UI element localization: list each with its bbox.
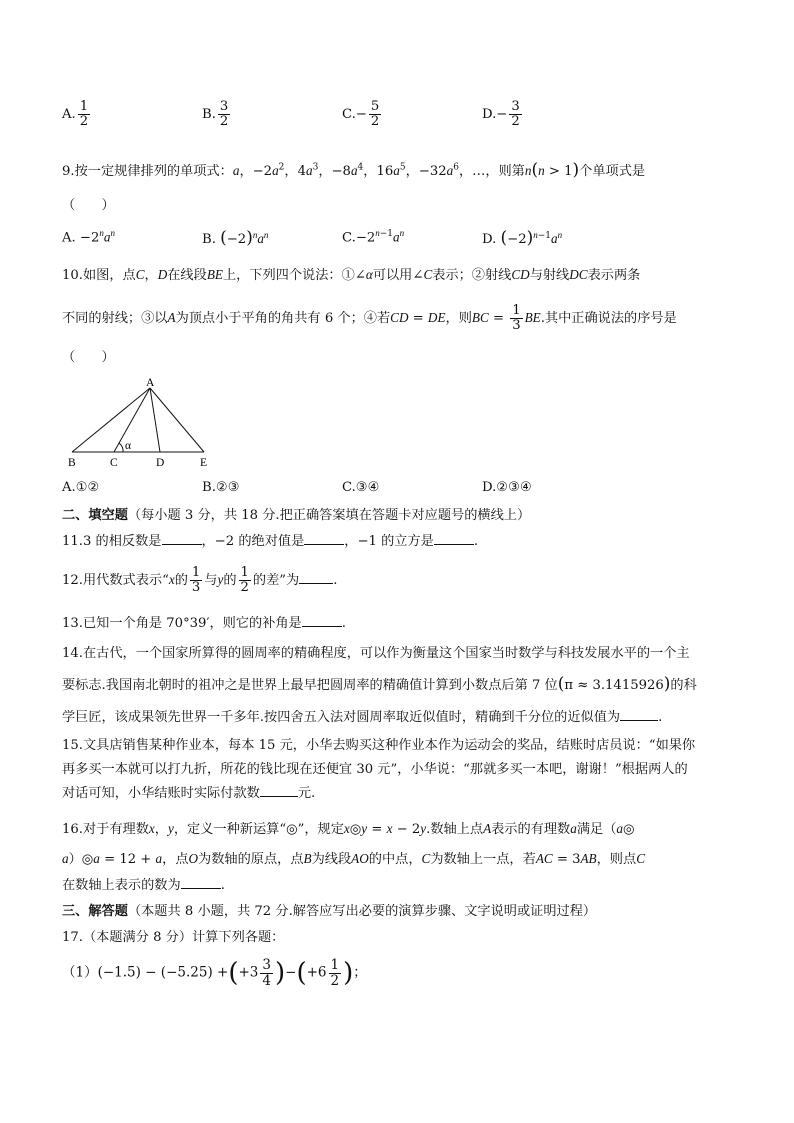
label-alpha: α: [125, 440, 132, 452]
q16-line1: 16.对于有理数x，y，定义一种新运算“◎”，规定x◎y = x − 2y.数轴上点A表示的有理数a满足（a◎: [62, 821, 635, 837]
q10-line2: 不同的射线；③以A为顶点小于平角的角共有 6 个；④若CD = DE，则BC = $\frac{1}{3}$ BE.其中正确说法的序号是: [62, 303, 677, 333]
q13: 13.已知一个角是 70°39′，则它的补角是 .: [62, 616, 346, 631]
segment-ac: [114, 388, 150, 452]
q9-option-c: $C.-2^{n-1}a^n$: [342, 228, 405, 246]
q14-line2: 要标志.我国南北朝时的祖冲之是世界上最早把圆周率的精确值计算到小数点后第 7 位(π ≈ 3.1415926)的科: [62, 674, 697, 694]
q8-option-d: D.− $\frac{3}{2}$: [482, 99, 520, 129]
label-a: A: [146, 377, 155, 389]
q9-option-b: B. $(-2)^na^n$: [202, 228, 269, 248]
q9-option-d: D. $(-2)^{n-1}a^n$: [482, 228, 563, 248]
q10-figure: [62, 376, 222, 470]
q16-line3: 在数轴上表示的数为 .: [62, 878, 225, 893]
q10-option-c: C.③④: [342, 480, 380, 495]
label-b: B: [68, 457, 76, 469]
section3-heading: 三、解答题（本题共 8 小题，共 72 分.解答应写出必要的演算步骤、文字说明或证明过程）: [62, 904, 597, 919]
q9-option-a: A. $-2^na^n$: [62, 228, 115, 246]
q17-part1: （1）(−1.5) − (−5.25) +(+3 $\frac{3}{4}$ )−(+6 $\frac{1}{2}$ )；: [62, 957, 367, 989]
q9-paren: （ ）: [62, 198, 115, 213]
q10-option-b: B.②③: [202, 480, 240, 495]
q15-line3: 对话可知，小华结账时实际付款数 元.: [62, 786, 316, 801]
q8-option-c: C.− $\frac{5}{2}$: [342, 99, 380, 129]
label-e: E: [200, 457, 208, 469]
q16-line2: a）◎a = 12 + a，点O为数轴的原点，点B为线段AO的中点，C为数轴上一点，若AC = 3AB，则点C: [62, 851, 645, 867]
q8-option-b: B. $\frac{3}{2}$: [202, 99, 229, 129]
q11: 11.3 的相反数是 ，−2 的绝对值是 ，−1 的立方是 .: [62, 534, 479, 549]
q15-line2: 再多买一本就可以打九折，所花的钱比现在还便宜 30 元”，小华说：“那就多买一本吧，谢谢！”根据两人的: [62, 762, 688, 777]
q8-option-a: A. $\frac{1}{2}$: [62, 99, 89, 129]
segment-ab: [72, 388, 150, 452]
q17-intro: 17.（本题满分 8 分）计算下列各题：: [62, 930, 285, 945]
section2-heading: 二、填空题（每小题 3 分，共 18 分.把正确答案填在答题卡对应题号的横线上）: [62, 508, 531, 523]
q10-paren: （ ）: [62, 350, 115, 365]
q10-option-d: D.②③④: [482, 480, 532, 495]
q9-stem: 9.按一定规律排列的单项式：a，$-2a^2$，$4a^3$，$-8a^4$，$16a^5$，$-32a^6$，…，则第n(n > 1)个单项式是: [62, 160, 646, 180]
label-d: D: [156, 457, 165, 469]
q15-line1: 15.文具店销售某种作业本，每本 15 元，小华去购买这种作业本作为运动会的奖品，结账时店员说：“如果你: [62, 738, 696, 753]
label-c: C: [110, 457, 118, 469]
q14-line3: 学巨匠，该成果领先世界一千多年.按四舍五入法对圆周率取近似值时，精确到千分位的近似值为 .: [62, 710, 663, 725]
angle-alpha-arc: [119, 443, 123, 452]
q10-line1: 10.如图，点C，D在线段BE上，下列四个说法：①∠α可以用∠C表示；②射线CD与射线DC表示两条: [62, 267, 641, 283]
q12: 12.用代数式表示“x的 $\frac{1}{3}$ 与y的 $\frac{1}{2}$ 的差”为 .: [62, 565, 338, 595]
q10-option-a: A.①②: [62, 480, 100, 495]
q14-line1: 14.在古代，一个国家所算得的圆周率的精确程度，可以作为衡量这个国家当时数学与科技发展水平的一个主: [62, 646, 690, 661]
